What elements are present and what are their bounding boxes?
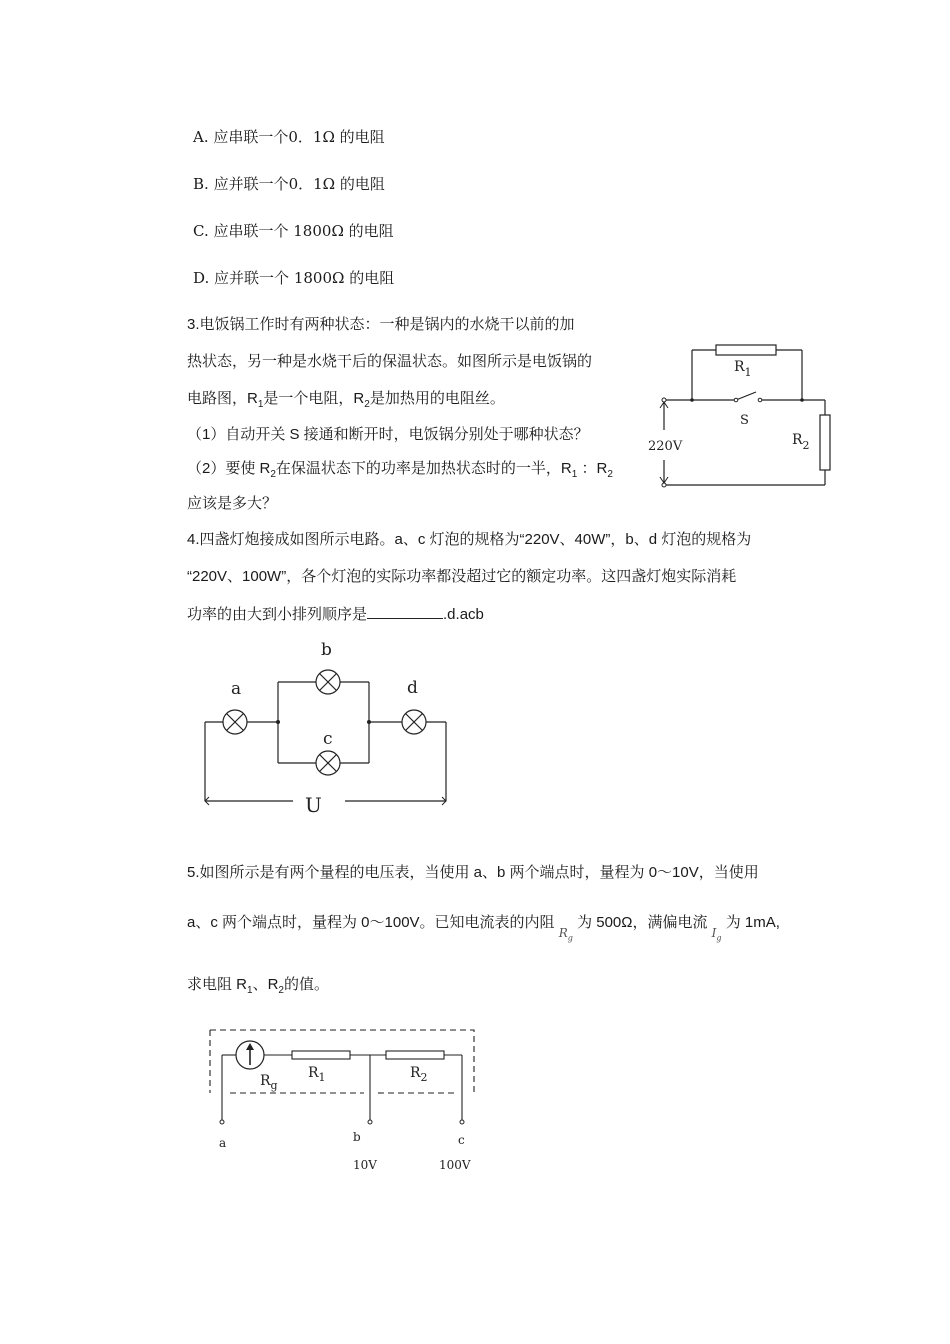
q3-line-3: 电路图，$R_1$是一个电阻，$R_2$是加热用的电阻丝。 — [187, 390, 505, 410]
option-d: D. 应并联一个 1800Ω 的电阻 — [193, 269, 395, 287]
r1-resistor — [716, 345, 776, 355]
voltmeter-circuit-diagram — [200, 1025, 485, 1175]
svg-text:c: c — [458, 1133, 465, 1147]
q3-line-1: 3.电饭锅工作时有两种状态：一种是锅内的水烧干以前的加 — [187, 316, 575, 333]
svg-text:S: S — [740, 413, 749, 428]
bulb-b — [316, 670, 340, 694]
option-b: B. 应并联一个0．1Ω 的电阻 — [193, 175, 385, 193]
option-a: A. 应串联一个0．1Ω 的电阻 — [193, 128, 385, 146]
svg-text:R1: $R_1$ — [308, 1065, 326, 1084]
svg-text:R2: $R_2$ — [792, 432, 810, 452]
svg-text:220V: 220V — [648, 439, 683, 454]
bulb-d — [402, 710, 426, 734]
svg-text:R2: $R_2$ — [410, 1065, 428, 1084]
switch-s — [736, 392, 756, 400]
q3-line-2: 热状态，另一种是水烧干后的保温状态。如图所示是电饭锅的 — [187, 353, 593, 370]
bulb-a — [223, 710, 247, 734]
svg-text:c: c — [323, 729, 333, 749]
q3-line-5: （2）要使 $R_2$在保温状态下的功率是加热状态时的一半，$R_1$ ：$R_2$ — [187, 460, 613, 480]
q3-line-6: 应该是多大？ — [187, 495, 278, 512]
galvanometer-icon — [236, 1041, 264, 1069]
svg-text:b: b — [353, 1130, 361, 1144]
svg-text:100V: 100V — [439, 1158, 471, 1172]
q5-line-2: a、c 两个端点时，量程为 0～100V。已知电流表的内阻 $_{R_g}$ 为 500Ω，满偏电流 $_{I_g}$ 为 1mA, — [187, 914, 780, 943]
svg-text:Rg: $R_g$ — [260, 1073, 278, 1092]
q3-line-4: （1）自动开关 S 接通和断开时，电饭锅分别处于哪种状态？ — [187, 426, 589, 443]
svg-text:b: b — [321, 640, 332, 660]
answer-blank — [367, 604, 443, 619]
q5-line-3: 求电阻 $R_1$、$R_2$的值。 — [187, 976, 329, 996]
q4-line-2: “220V、100W”，各个灯泡的实际功率都没超过它的额定功率。这四盏灯炮实际消耗 — [187, 568, 737, 585]
q4-line-1: 4.四盏灯炮接成如图所示电路。a、c 灯泡的规格为“220V、40W”，b、d 灯泡的规格为 — [187, 531, 752, 548]
svg-text:10V: 10V — [353, 1158, 377, 1172]
q4-line-3: 功率的由大到小排列顺序是 .d.acb — [187, 606, 484, 623]
option-c: C. 应串联一个 1800Ω 的电阻 — [193, 222, 394, 240]
bulb-c — [316, 751, 340, 775]
svg-text:a: a — [219, 1136, 227, 1150]
svg-text:U: U — [305, 793, 322, 817]
q5-line-1: 5.如图所示是有两个量程的电压表，当使用 a、b 两个端点时，量程为 0～10V，当使用 — [187, 864, 759, 881]
four-bulb-circuit-diagram — [195, 635, 465, 820]
rice-cooker-circuit-diagram — [640, 340, 840, 500]
svg-text:R1: $R_1$ — [734, 359, 752, 379]
r1-resistor — [292, 1051, 350, 1059]
r2-resistor — [386, 1051, 444, 1059]
svg-text:a: a — [231, 679, 242, 699]
svg-text:d: d — [407, 678, 418, 698]
r2-resistor — [820, 415, 830, 470]
